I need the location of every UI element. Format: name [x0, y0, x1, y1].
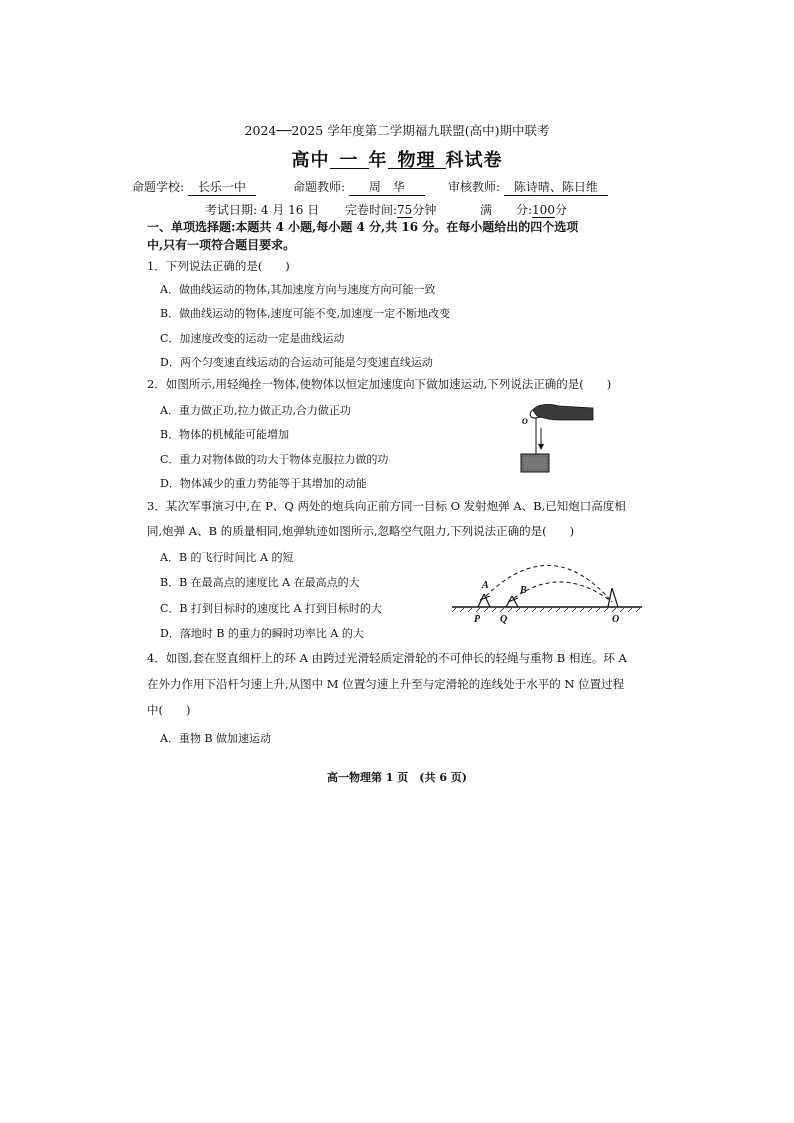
duration-label: 完卷时间: — [345, 203, 398, 217]
question-3-option-d: D．落地时 B 的重力的瞬时功率比 A 的大 — [160, 627, 364, 640]
school-info — [132, 178, 256, 196]
question-3-stem-line-2: 同,炮弹 A、B 的质量相同,炮弹轨迹如图所示,忽略空气阻力,下列说法正确的是( ) — [147, 524, 575, 538]
question-4-stem-line-1: 4．如图,套在竖直细杆上的环 A 由跨过光滑轻质定滑轮的不可伸长的轻绳与重物 B 相连。环 A — [147, 651, 627, 665]
question-2-option-a: A．重力做正功,拉力做正功,合力做正功 — [160, 404, 351, 417]
question-2-option-b: B．物体的机械能可能增加 — [160, 428, 290, 441]
trajectory-a — [486, 565, 612, 602]
question-3-option-b: B．B 在最高点的速度比 A 在最高点的大 — [160, 576, 360, 589]
duration-info — [345, 201, 436, 218]
section-instruction-line-1: 一、单项选择题:本题共 4 小题,每小题 4 分,共 16 分。在每小题给出的四个选项 — [147, 220, 579, 234]
subject-prefix: 高中 — [291, 150, 330, 171]
label-a: A — [482, 580, 489, 591]
date-value: 4 月 16 日 — [260, 203, 320, 217]
reviewer-info — [448, 178, 608, 196]
question-2-option-c: C．重力对物体做的功大于物体克服拉力做的功 — [160, 453, 389, 466]
question-2-stem: 2．如图所示,用轻绳拴一物体,使物体以恒定加速度向下做加速运动,下列说法正确的是( ) — [147, 377, 612, 391]
question-1-option-b: B．做曲线运动的物体,速度可能不变,加速度一定不断地改变 — [160, 307, 451, 320]
label-q: Q — [500, 614, 508, 625]
question-4-stem-line-3: 中( ) — [147, 703, 191, 717]
question-1-option-a: A．做曲线运动的物体,其加速度方向与速度方向可能一致 — [160, 283, 436, 296]
score-unit: 分 — [554, 203, 567, 217]
question-3-stem-line-1: 3．某次军事演习中,在 P、Q 两处的炮兵向正前方同一目标 O 发射炮弹 A、B,已知炮口高度相 — [147, 499, 626, 513]
date-label: 考试日期: — [205, 203, 258, 217]
score-value: 100 — [532, 203, 555, 217]
block — [521, 454, 549, 472]
target-o — [608, 588, 618, 607]
question-4-stem-line-2: 在外力作用下沿杆匀速上升,从图中 M 位置匀速上升至与定滑轮的连线处于水平的 N 位置过程 — [147, 677, 625, 691]
question-3-option-a: A．B 的飞行时间比 A 的短 — [160, 551, 294, 564]
acceleration-arrow-head — [538, 444, 544, 450]
question-1-option-c: C．加速度改变的运动一定是曲线运动 — [160, 332, 345, 345]
question-2-figure — [515, 398, 595, 478]
setter-value: 周 华 — [349, 180, 425, 196]
hand-shape — [533, 404, 593, 420]
exam-title: 2024──2025 学年度第二学期福九联盟(高中)期中联考 — [244, 123, 550, 138]
grade: 一 — [330, 153, 369, 169]
setter-label: 命题教师: — [293, 180, 346, 194]
page-footer: 高一物理第 1 页 (共 6 页) — [326, 771, 468, 784]
trajectory-b — [514, 582, 612, 602]
reviewer-value: 陈诗晴、陈日维 — [504, 180, 608, 196]
label-o: O — [612, 614, 620, 625]
ground-hatching — [452, 608, 640, 612]
question-1-option-d: D．两个匀变速直线运动的合运动可能是匀变速直线运动 — [160, 356, 433, 369]
school-label: 命题学校: — [132, 180, 185, 194]
reviewer-label: 审核教师: — [448, 180, 501, 194]
label-b: B — [520, 585, 527, 596]
date-info — [205, 201, 319, 218]
duration-unit: 分钟 — [412, 203, 437, 217]
label-p: P — [474, 614, 481, 625]
question-1-stem: 1．下列说法正确的是( ) — [147, 259, 290, 273]
score-label: 满 分: — [480, 203, 533, 217]
year-char: 年 — [368, 150, 388, 171]
cannon-q — [506, 596, 518, 607]
question-3-figure — [452, 558, 644, 628]
cannon-p — [478, 594, 490, 607]
subject-heading — [0, 146, 794, 172]
subject-name: 物理 — [388, 153, 446, 169]
school-value: 长乐一中 — [188, 180, 256, 196]
section-instruction-line-2: 中,只有一项符合题目要求。 — [147, 238, 296, 252]
question-3-option-c: C．B 打到目标时的速度比 A 打到目标时的大 — [160, 602, 382, 615]
question-4-option-a: A．重物 B 做加速运动 — [160, 732, 272, 745]
score-info — [480, 201, 567, 218]
subject-suffix: 科试卷 — [445, 150, 503, 171]
question-2-option-d: D．物体减少的重力势能等于其增加的动能 — [160, 477, 367, 490]
duration-value: 75 — [397, 203, 413, 217]
figure-label-o: O — [522, 417, 528, 426]
setter-info — [293, 178, 425, 196]
